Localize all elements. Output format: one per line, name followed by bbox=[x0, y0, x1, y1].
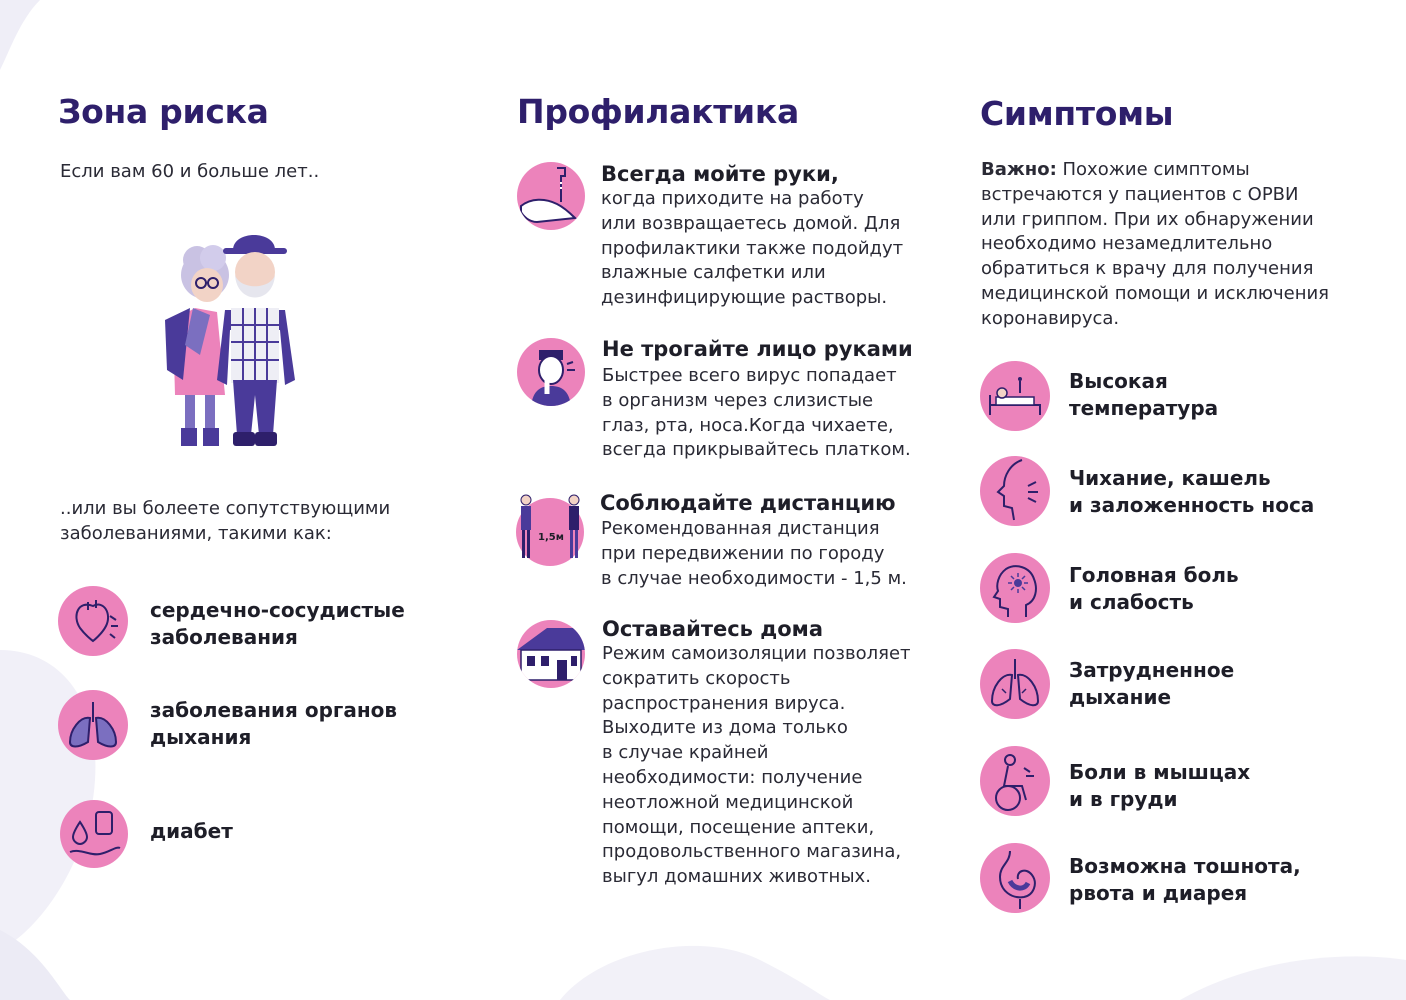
prevention-item-4-text: Режим самоизоляции позволяет сократить скорость распространения вируса. Выходите из дома только в случае крайней необходимости: получение неотложной медицинской помощи, посещение аптеки, продовольственного магазина, выгул домашних животных. bbox=[602, 643, 911, 888]
symptom-label-4: Затрудненное дыхание bbox=[1069, 658, 1235, 709]
symptoms-column bbox=[950, 0, 1406, 1000]
risk-title: Зона риска bbox=[58, 92, 269, 131]
prevention-item-4-title: Оставайтесь дома bbox=[602, 617, 823, 641]
symptom-label-1: Высокая температура bbox=[1069, 369, 1219, 420]
risk-conditions-intro: ..или вы болеете сопутствующими заболеваниями, такими как: bbox=[60, 498, 391, 544]
heart-icon bbox=[58, 586, 128, 656]
risk-column bbox=[0, 0, 470, 1000]
distance-icon-label: 1,5м bbox=[538, 532, 564, 543]
fever-icon bbox=[980, 361, 1050, 431]
symptoms-note: Важно: Похожие симптомы встречаются у пациентов с ОРВИ или гриппом. При их обнаружении необходимо незамедлительно обратиться к врачу для получения медицинской помощи и исключения коронавируса. bbox=[981, 159, 1330, 329]
symptom-label-3: Головная боль и слабость bbox=[1069, 563, 1239, 614]
prevention-item-3-title: Соблюдайте дистанцию bbox=[600, 491, 896, 515]
hand-washing-icon bbox=[517, 162, 585, 230]
condition-label-3: диабет bbox=[150, 819, 233, 843]
prevention-item-2-text: Быстрее всего вирус попадает в организм через слизистые глаз, рта, носа.Когда чихаете, всегда прикрывайтесь платком. bbox=[602, 365, 911, 461]
symptom-label-6: Возможна тошнота, рвота и диарея bbox=[1069, 854, 1301, 905]
symptoms-note-bold: Важно: bbox=[981, 159, 1057, 180]
prevention-column bbox=[470, 0, 950, 1000]
lungs-icon bbox=[58, 690, 128, 760]
condition-label-2: заболевания органов дыхания bbox=[150, 698, 398, 749]
prevention-title: Профилактика bbox=[517, 92, 799, 131]
prevention-item-3-text: Рекомендованная дистанция при передвижении по городу в случае необходимости - 1,5 м. bbox=[601, 518, 907, 589]
face-touch-icon bbox=[517, 338, 585, 406]
condition-label-1: сердечно-сосудистые заболевания bbox=[150, 598, 405, 649]
headache-icon bbox=[980, 553, 1050, 623]
elderly-couple-icon bbox=[155, 220, 325, 455]
sneeze-icon bbox=[980, 456, 1050, 526]
symptom-label-2: Чихание, кашель и заложенность носа bbox=[1069, 466, 1315, 517]
distance-icon bbox=[516, 494, 586, 566]
house-icon bbox=[517, 620, 585, 688]
risk-intro: Если вам 60 и больше лет.. bbox=[60, 161, 320, 182]
prevention-item-1-text: когда приходите на работу или возвращаетесь домой. Для профилактики также подойдут влажные салфетки или дезинфицирующие растворы. bbox=[601, 188, 904, 309]
symptoms-title: Симптомы bbox=[980, 94, 1174, 133]
nausea-icon bbox=[980, 843, 1050, 913]
breathing-icon bbox=[980, 649, 1050, 719]
diabetes-icon bbox=[60, 800, 128, 868]
prevention-item-2-title: Не трогайте лицо руками bbox=[602, 337, 913, 361]
symptom-label-5: Боли в мышцах и в груди bbox=[1069, 760, 1251, 811]
prevention-item-1-title: Всегда мойте руки, bbox=[601, 162, 839, 186]
muscle-pain-icon bbox=[980, 746, 1050, 816]
